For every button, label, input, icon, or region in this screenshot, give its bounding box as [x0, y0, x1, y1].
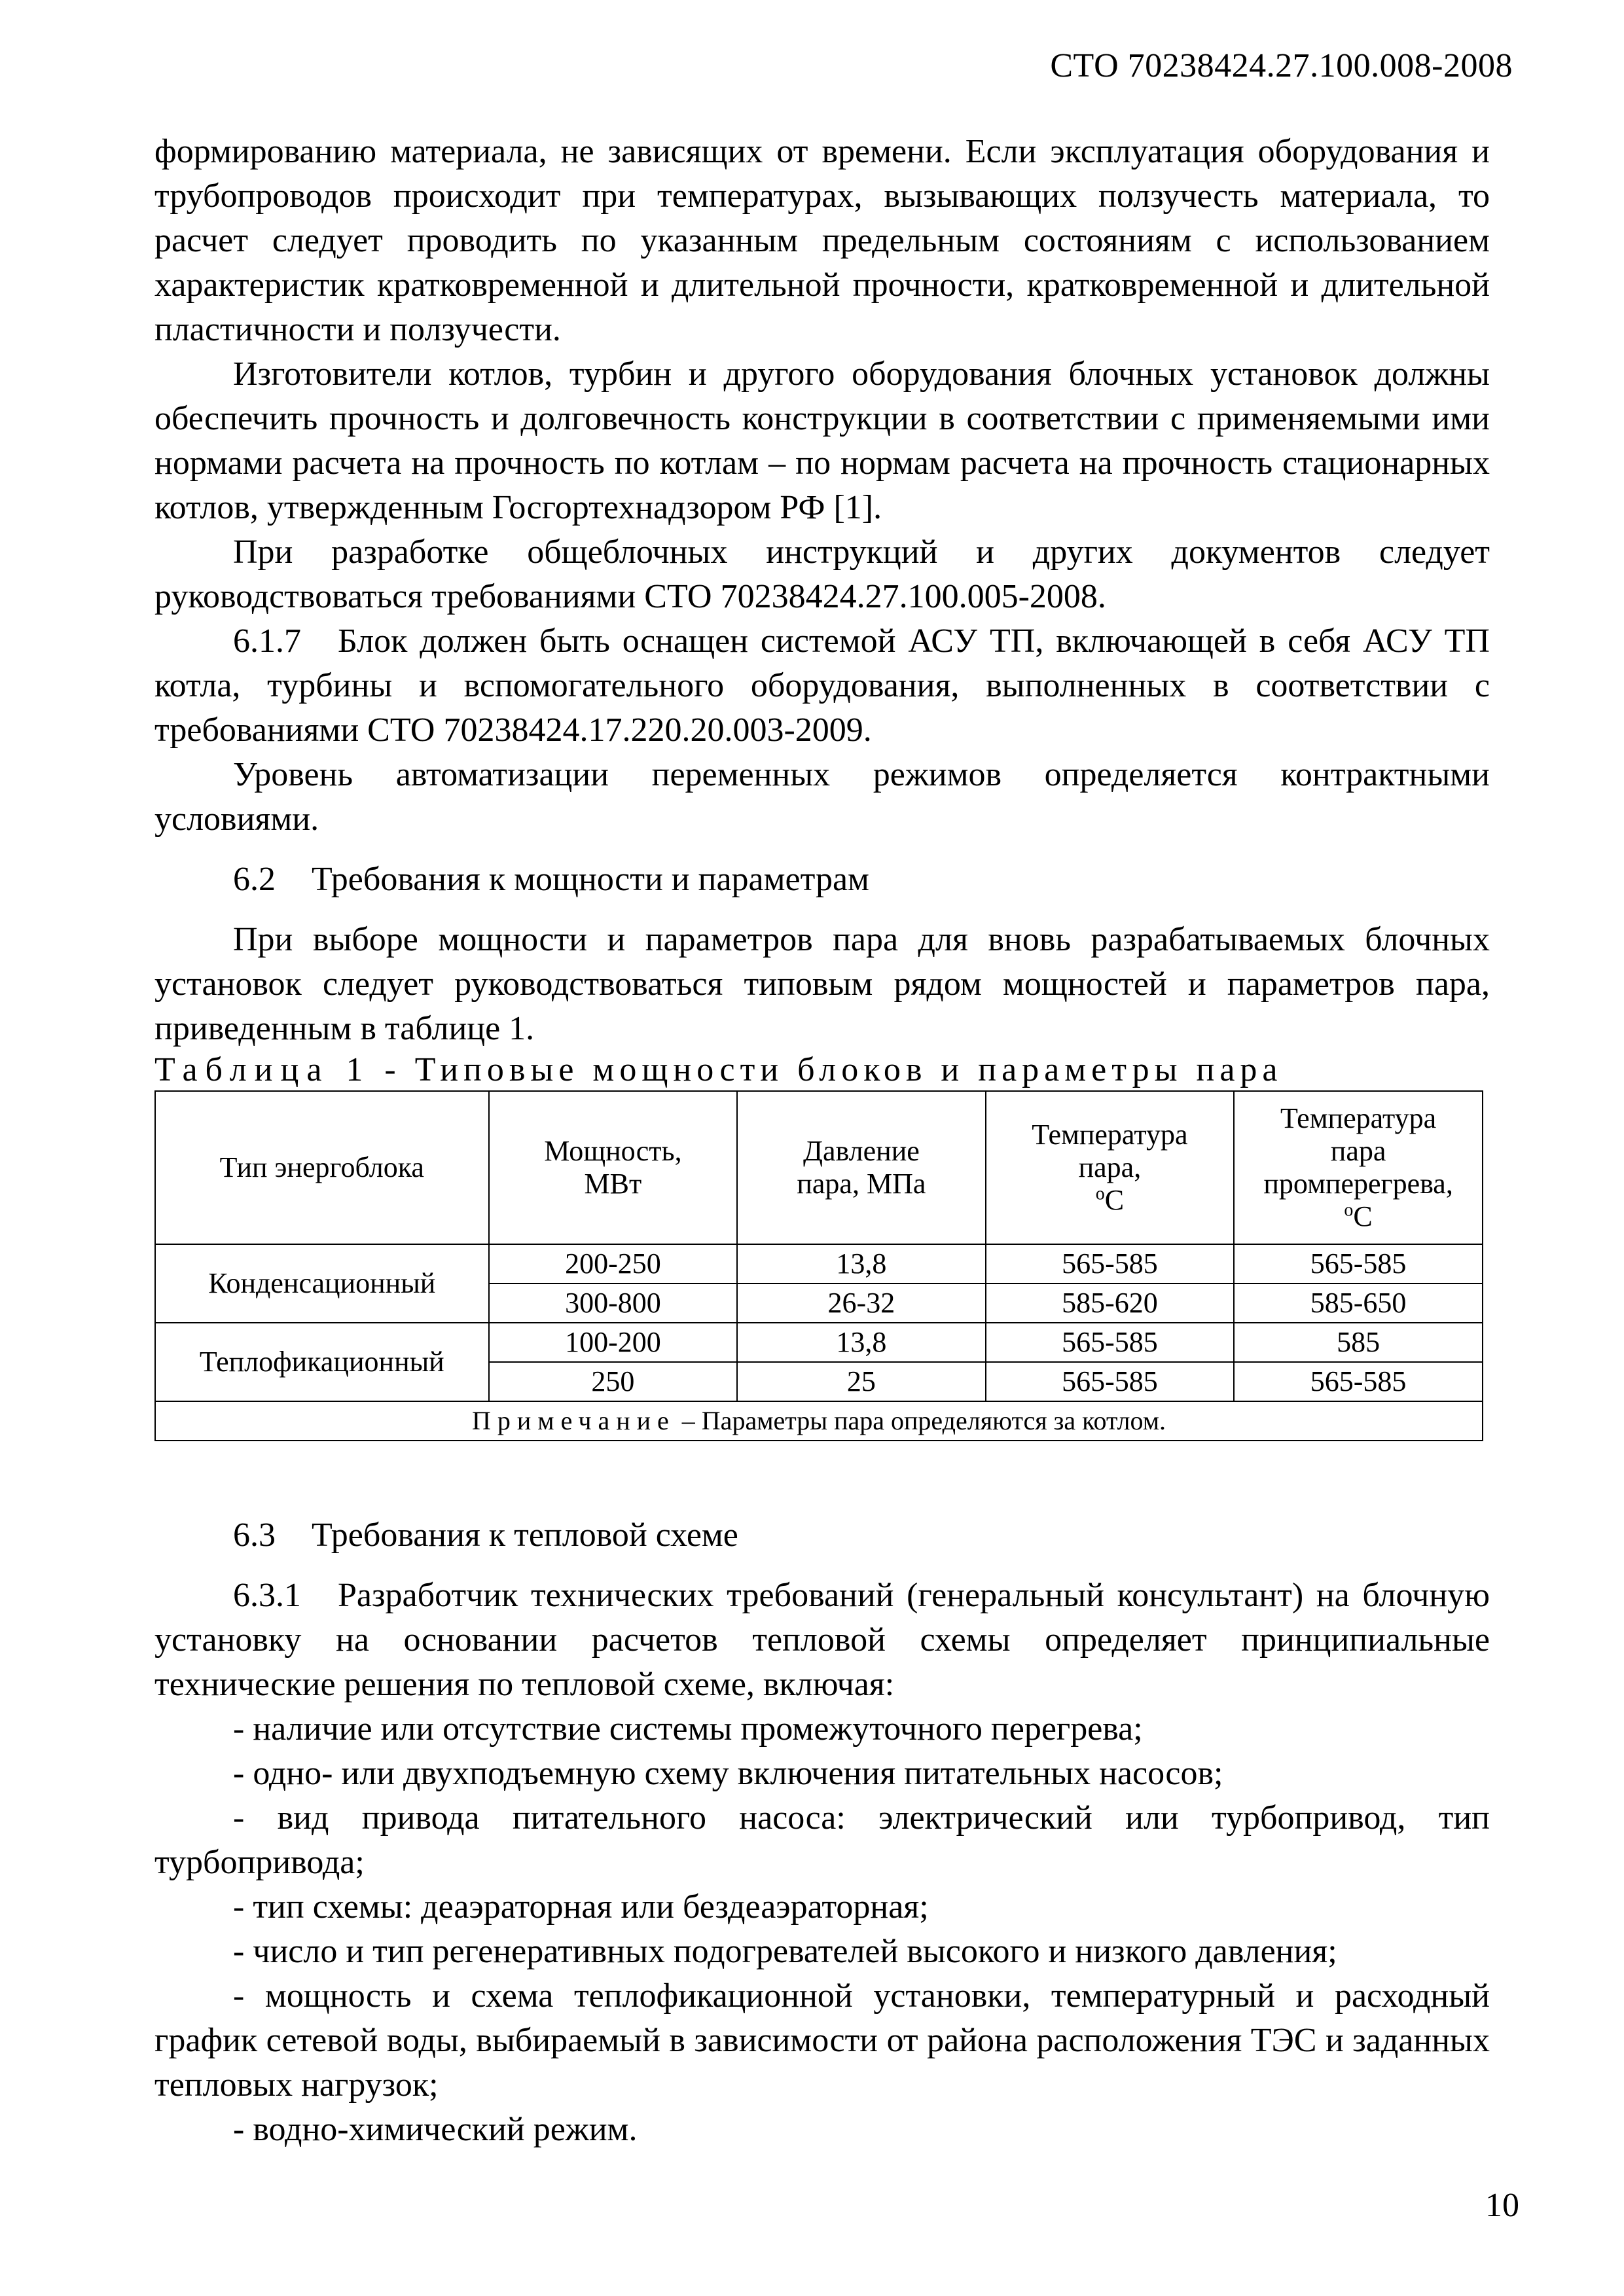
- section-number: 6.2: [233, 861, 276, 898]
- page-number: 10: [1485, 2187, 1519, 2224]
- table-header-row: [155, 1091, 1483, 1244]
- section-title: Требования к мощности и параметрам: [312, 861, 869, 898]
- paragraph-6-1-7: [154, 619, 1490, 753]
- paragraph-automation: Уровень автоматизации переменных режимов определяется контрактными условиями.: [154, 756, 1490, 838]
- clause-number: 6.1.7: [233, 622, 301, 660]
- table-caption-label: Таблица 1: [154, 1051, 371, 1088]
- table-caption: [154, 1051, 1490, 1089]
- unit-type-cell: Конденсационный: [155, 1244, 489, 1323]
- table-note-label: Примечание: [471, 1406, 676, 1435]
- table-caption-separator: -: [370, 1051, 415, 1088]
- power-cell: 200-250: [489, 1244, 738, 1283]
- table-row: [155, 1244, 1483, 1283]
- pressure-cell: 25: [737, 1362, 985, 1401]
- table-note: [155, 1401, 1483, 1441]
- temperature-cell: 565-585: [986, 1323, 1235, 1362]
- clause-text: Блок должен быть оснащен системой АСУ ТП, включающей в себя АСУ ТП котла, турбины и вспомогательного оборудования, выполненных в соответствии с требованиями СТО 70238424.17.220.20.003-2009.: [154, 622, 1490, 749]
- paragraph-continuation: формированию материала, не зависящих от времени. Если эксплуатация оборудования и трубопроводов происходит при температурах, вызывающих ползучесть материала, то расчет следует проводить по указанным предельным состояниям с использованием характеристик кратковременной и длительной прочности, кратковременной и длительной пластичности и ползучести.: [154, 133, 1490, 348]
- temperature-cell: 565-585: [986, 1362, 1235, 1401]
- clause-number: 6.3.1: [233, 1577, 301, 1614]
- list-item: - тип схемы: деаэраторная или бездеаэраторная;: [233, 1888, 929, 1926]
- reheat-temperature-cell: 565-585: [1234, 1244, 1483, 1283]
- pressure-cell: 26-32: [737, 1283, 985, 1323]
- power-cell: 100-200: [489, 1323, 738, 1362]
- document-code: СТО 70238424.27.100.008-2008: [1050, 47, 1513, 84]
- pressure-cell: 13,8: [737, 1323, 985, 1362]
- paragraph-6-3-1: [154, 1573, 1490, 1707]
- table-note-text: – Параметры пара определяются за котлом.: [675, 1406, 1166, 1435]
- list-item: - мощность и схема теплофикационной установки, температурный и расходный график сетевой воды, выбираемый в зависимости от района расположения ТЭС и заданных тепловых нагрузок;: [154, 1977, 1490, 2104]
- pressure-cell: 13,8: [737, 1244, 985, 1283]
- power-cell: 300-800: [489, 1283, 738, 1323]
- section-number: 6.3: [233, 1516, 276, 1554]
- power-parameters-table: [154, 1090, 1483, 1441]
- page-content: [154, 130, 1490, 2152]
- paragraph-manufacturers: Изготовители котлов, турбин и другого оборудования блочных установок должны обеспечить прочность и долговечность конструкции в соответствии с применяемыми ими нормами расчета на прочность по котлам – по нормам расчета на прочность стационарных котлов, утвержденным Госгортехнадзором РФ [1].: [154, 355, 1490, 526]
- requirements-list: [154, 1707, 1490, 2152]
- section-heading-6-3: [154, 1513, 1490, 1558]
- section-title: Требования к тепловой схеме: [312, 1516, 738, 1554]
- section-heading-6-2: [154, 857, 1490, 902]
- list-item: - число и тип регенеративных подогревателей высокого и низкого давления;: [233, 1933, 1337, 1970]
- list-item: - вид привода питательного насоса: электрический или турбопривод, тип турбопривода;: [154, 1799, 1490, 1881]
- header-pressure: Давление пара, МПа: [737, 1091, 985, 1244]
- unit-type-cell: Теплофикационный: [155, 1323, 489, 1401]
- header-reheat-temperature: Температура пара промперегрева, $^o$С: [1234, 1091, 1483, 1244]
- table-note-row: [155, 1401, 1483, 1441]
- reheat-temperature-cell: 585-650: [1234, 1283, 1483, 1323]
- header-unit-type: Тип энергоблока: [155, 1091, 489, 1244]
- temperature-cell: 565-585: [986, 1244, 1235, 1283]
- list-item: - одно- или двухподъемную схему включения питательных насосов;: [233, 1755, 1223, 1792]
- reheat-temperature-cell: 565-585: [1234, 1362, 1483, 1401]
- clause-text: Разработчик технических требований (генеральный консультант) на блочную установку на основании расчетов тепловой схемы определяет принципиальные технические решения по тепловой схеме, включая:: [154, 1577, 1490, 1703]
- table-caption-title: Типовые мощности блоков и параметры пара: [414, 1051, 1283, 1088]
- paragraph-power-selection: При выборе мощности и параметров пара для вновь разрабатываемых блочных установок следует руководствоваться типовым рядом мощностей и параметров пара, приведенным в таблице 1.: [154, 921, 1490, 1047]
- paragraph-instructions: При разработке общеблочных инструкций и других документов следует руководствоваться требованиями СТО 70238424.27.100.005-2008.: [154, 533, 1490, 615]
- table-row: [155, 1323, 1483, 1362]
- header-power: Мощность, МВт: [489, 1091, 738, 1244]
- list-item: - наличие или отсутствие системы промежуточного перегрева;: [233, 1710, 1143, 1748]
- reheat-temperature-cell: 585: [1234, 1323, 1483, 1362]
- temperature-cell: 585-620: [986, 1283, 1235, 1323]
- list-item: - водно-химический режим.: [233, 2111, 638, 2148]
- header-steam-temperature: Температура пара, $^o$С: [986, 1091, 1235, 1244]
- power-cell: 250: [489, 1362, 738, 1401]
